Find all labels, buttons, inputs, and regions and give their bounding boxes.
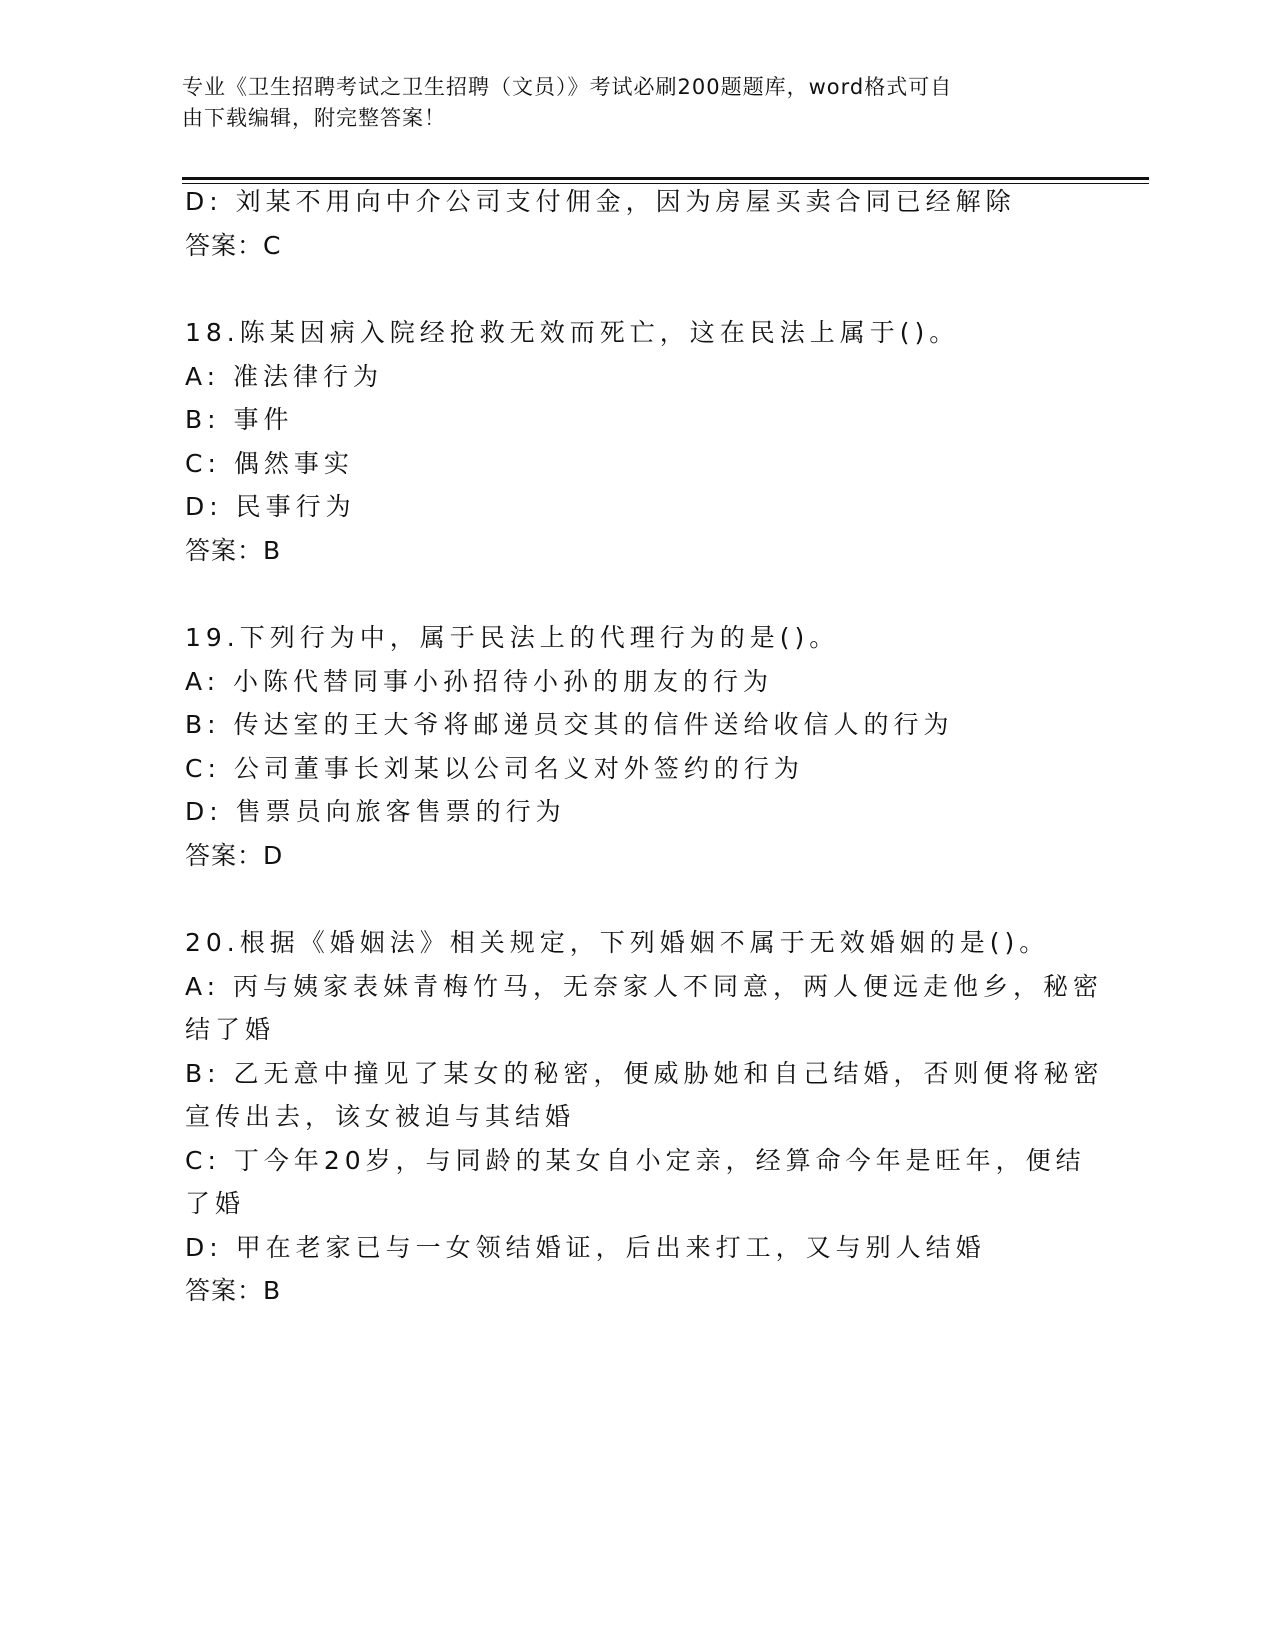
prev-option-d: D: 刘某不用向中介公司支付佣金，因为房屋买卖合同已经解除 xyxy=(185,187,1016,216)
prev-answer: 答案：C xyxy=(185,231,282,260)
q18-option-c: C: 偶然事实 xyxy=(185,449,354,478)
q19-option-a: A: 小陈代替同事小孙招待小孙的朋友的行为 xyxy=(185,667,774,696)
q19-question: 19.下列行为中，属于民法上的代理行为的是()。 xyxy=(185,623,840,652)
q20-option-b-line-2: 宣传出去，该女被迫与其结婚 xyxy=(185,1102,576,1131)
q19-option-d: D: 售票员向旅客售票的行为 xyxy=(185,797,566,826)
q19-answer: 答案：D xyxy=(185,841,284,870)
q19-option-c: C: 公司董事长刘某以公司名义对外签约的行为 xyxy=(185,754,804,783)
q20-option-c-line-2: 了婚 xyxy=(185,1189,246,1218)
q20-option-d: D: 甲在老家已与一女领结婚证，后出来打工，又与别人结婚 xyxy=(185,1233,986,1262)
q18-option-d: D: 民事行为 xyxy=(185,492,356,521)
q18-question: 18.陈某因病入院经抢救无效而死亡，这在民法上属于()。 xyxy=(185,318,960,347)
q20-option-a-line-2: 结了婚 xyxy=(185,1015,276,1044)
q20-option-c-line-1: C: 丁今年20岁，与同龄的某女自小定亲，经算命今年是旺年，便结 xyxy=(185,1146,1086,1175)
q19-option-b: B: 传达室的王大爷将邮递员交其的信件送给收信人的行为 xyxy=(185,710,954,739)
header-divider-thin xyxy=(182,183,1149,184)
header-line-1: 专业《卫生招聘考试之卫生招聘（文员）》考试必刷200题题库，word格式可自 xyxy=(182,75,953,99)
q20-option-a-line-1: A: 丙与姨家表妹青梅竹马，无奈家人不同意，两人便远走他乡，秘密 xyxy=(185,972,1104,1001)
header-divider-thick xyxy=(182,177,1149,180)
q20-answer: 答案：B xyxy=(185,1276,282,1305)
q18-option-a: A: 准法律行为 xyxy=(185,362,384,391)
q18-option-b: B: 事件 xyxy=(185,405,294,434)
document-header xyxy=(182,72,1062,134)
header-line-2: 由下载编辑，附完整答案！ xyxy=(182,106,446,130)
q18-answer: 答案：B xyxy=(185,536,282,565)
q20-question: 20.根据《婚姻法》相关规定，下列婚姻不属于无效婚姻的是()。 xyxy=(185,928,1050,957)
q20-option-b-line-1: B: 乙无意中撞见了某女的秘密，便威胁她和自己结婚，否则便将秘密 xyxy=(185,1059,1104,1088)
